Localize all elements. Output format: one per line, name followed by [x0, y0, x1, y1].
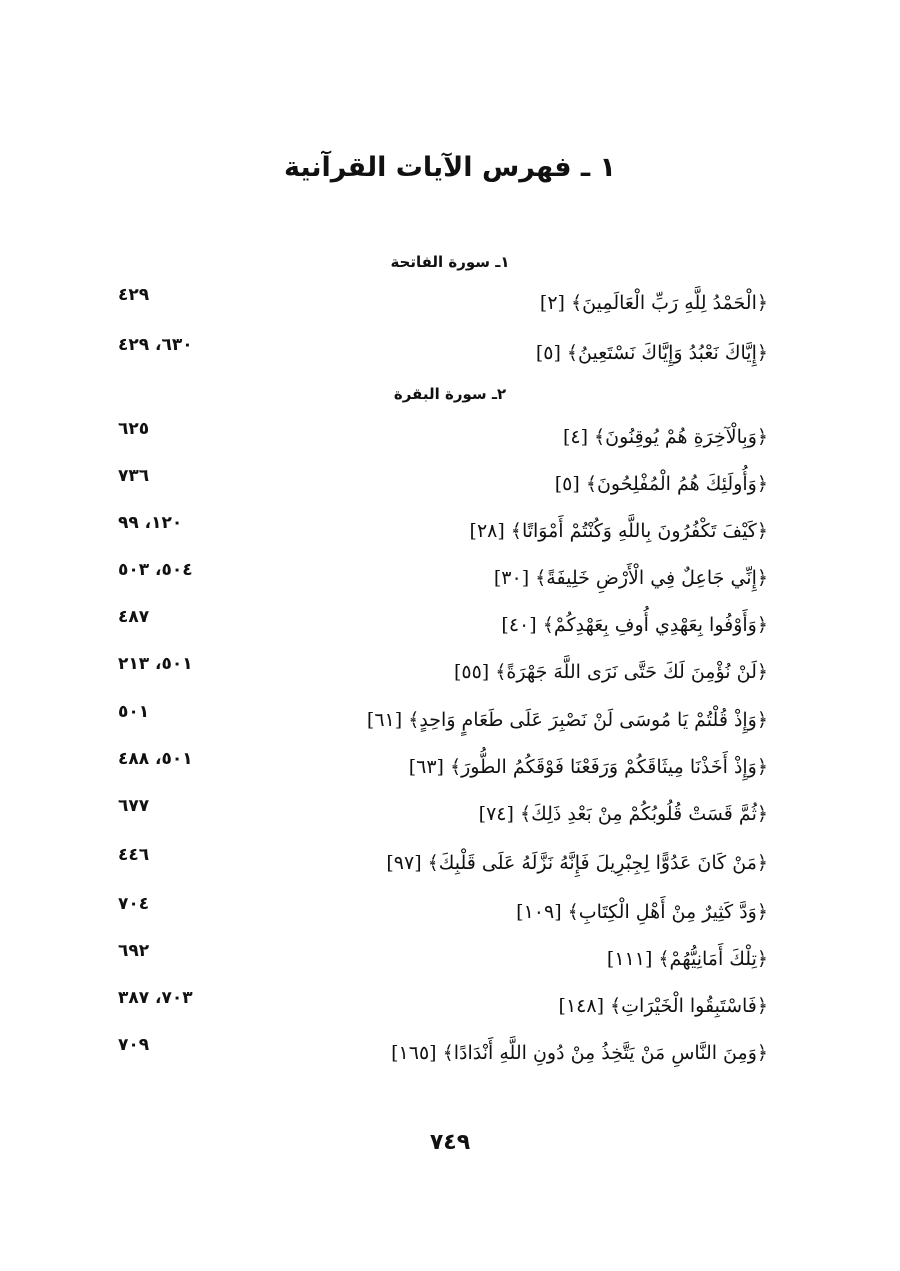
verse-text: ﴿وَإِذْ قُلْتُمْ يَا مُوسَى لَنْ نَصْبِرَ عَلَى طَعَامٍ وَاحِدٍ﴾ [٦١]: [366, 709, 768, 731]
page-references: ٧٠٩: [118, 1035, 150, 1055]
index-entry: [0, 336, 900, 370]
section-heading-fatiha: ١ـ سورة الفاتحة: [390, 253, 510, 271]
index-entry: [0, 703, 900, 737]
index-entry: [0, 989, 900, 1023]
index-entry: [0, 942, 900, 976]
index-entry: [0, 514, 900, 548]
index-entry: [0, 1036, 900, 1070]
page-references: ٥٠١، ٤٨٨: [118, 749, 193, 769]
verse-text: ﴿إِيَّاكَ نَعْبُدُ وَإِيَّاكَ نَسْتَعِينُ﴾ [٥]: [535, 342, 768, 364]
verse-text: ﴿وَإِذْ أَخَذْنَا مِيثَاقَكُمْ وَرَفَعْنَا فَوْقَكُمُ الطُّورَ﴾ [٦٣]: [408, 756, 768, 778]
page-references: ٦٩٢: [118, 941, 150, 961]
page-references: ٥٠١: [118, 702, 150, 722]
verse-text: ﴿إِنِّي جَاعِلٌ فِي الْأَرْضِ خَلِيفَةً﴾ [٣٠]: [493, 567, 768, 589]
index-entry: [0, 561, 900, 595]
page-title: ١ ـ فهرس الآيات القرآنية: [283, 152, 617, 183]
index-entry: [0, 655, 900, 689]
index-entry: [0, 286, 900, 320]
index-entry: [0, 797, 900, 831]
page-references: ٤٤٦: [118, 845, 150, 865]
section-heading-baqarah: ٢ـ سورة البقرة: [393, 385, 507, 403]
index-entry: [0, 895, 900, 929]
verse-text: ﴿الْحَمْدُ لِلَّهِ رَبِّ الْعَالَمِينَ﴾ [٢]: [539, 292, 768, 314]
verse-text: ﴿وَأُولَئِكَ هُمُ الْمُفْلِحُونَ﴾ [٥]: [554, 473, 768, 495]
index-entry: [0, 846, 900, 880]
verse-text: ﴿وَأَوْفُوا بِعَهْدِي أُوفِ بِعَهْدِكُمْ﴾ [٤٠]: [501, 614, 768, 636]
page-number: ٧٤٩: [429, 1130, 471, 1155]
verse-text: ﴿وَدَّ كَثِيرٌ مِنْ أَهْلِ الْكِتَابِ﴾ [١٠٩]: [516, 901, 768, 923]
index-entry: [0, 750, 900, 784]
page-references: ٤٢٩: [118, 285, 150, 305]
verse-text: ﴿فَاسْتَبِقُوا الْخَيْرَاتِ﴾ [١٤٨]: [558, 995, 768, 1017]
verse-text: ﴿ثُمَّ قَسَتْ قُلُوبُكُمْ مِنْ بَعْدِ ذَلِكَ﴾ [٧٤]: [478, 803, 768, 825]
page-references: ٥٠١، ٢١٣: [118, 654, 193, 674]
page-references: ٦٢٥: [118, 419, 150, 439]
page-references: ٧٣٦: [118, 466, 150, 486]
verse-text: ﴿وَمِنَ النَّاسِ مَنْ يَتَّخِذُ مِنْ دُونِ اللَّهِ أَنْدَادًا﴾ [١٦٥]: [391, 1042, 768, 1064]
page-references: ٧٠٤: [118, 894, 150, 914]
verse-text: ﴿لَنْ نُؤْمِنَ لَكَ حَتَّى نَرَى اللَّهَ جَهْرَةً﴾ [٥٥]: [453, 661, 768, 683]
page-references: ٥٠٤، ٥٠٣: [118, 560, 193, 580]
verse-text: ﴿وَبِالْآخِرَةِ هُمْ يُوقِنُونَ﴾ [٤]: [562, 426, 768, 448]
verse-text: ﴿مَنْ كَانَ عَدُوًّا لِجِبْرِيلَ فَإِنَّهُ نَزَّلَهُ عَلَى قَلْبِكَ﴾ [٩٧]: [386, 852, 768, 874]
page-references: ٦٧٧: [118, 796, 150, 816]
page-references: ٤٨٧: [118, 607, 150, 627]
verse-text: ﴿تِلْكَ أَمَانِيُّهُمْ﴾ [١١١]: [606, 948, 768, 970]
page-references: ٦٣٠، ٤٢٩: [118, 335, 193, 355]
page-references: ٧٠٣، ٣٨٧: [118, 988, 193, 1008]
index-entry: [0, 420, 900, 454]
index-entry: [0, 608, 900, 642]
verse-text: ﴿كَيْفَ تَكْفُرُونَ بِاللَّهِ وَكُنْتُمْ أَمْوَاتًا﴾ [٢٨]: [469, 520, 768, 542]
page-references: ١٢٠، ٩٩: [118, 513, 183, 533]
index-entry: [0, 467, 900, 501]
